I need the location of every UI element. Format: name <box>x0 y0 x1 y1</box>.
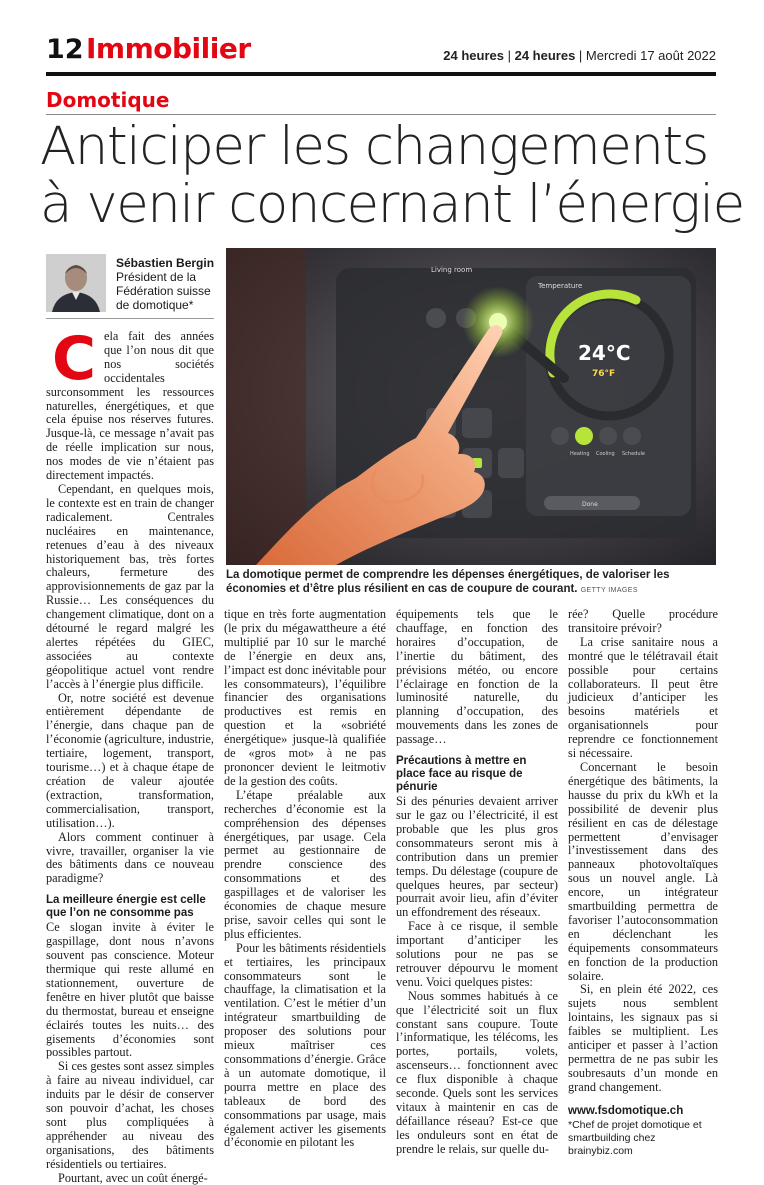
article-column-1 <box>46 324 214 1185</box>
subheading: La meilleure énergie est celle que l’on ne consomme pas <box>46 894 206 920</box>
author-rule <box>46 318 214 319</box>
ui-temp-title: Temperature <box>538 282 583 290</box>
paper-name-alt: 24 heures <box>514 48 576 63</box>
author-photo <box>46 254 106 312</box>
paragraph: Ce slogan invite à éviter le gaspillage, dont nous n’avons souvent pas conscience. Moteur thermique qui reste allumé en stationnement, ouverture de fenêtre en hiver plutôt que baisse du thermostat, bureau et enseigne éclairés toutes les nuits… des gisements d’économies sont possibles partout. <box>46 920 214 1060</box>
paragraph: tique en très forte augmentation (le prix du mégawattheure a été multiplié par 10 sur le marché de l’énergie en deux ans, l’impact est donc inévitable pour les consommateurs), l’équilibre financier des organisations productives est remis en question et la «sobriété énergétique» jusque-là qualifiée de «gros mot» à ne pas prononcer devient le leitmotiv de la gestion des coûts. <box>224 607 386 788</box>
paragraph: rée? Quelle procédure transitoire prévoir? <box>568 607 718 635</box>
article-column-3 <box>396 608 558 1157</box>
article-column-4 <box>568 608 718 1158</box>
author-footnote: *Chef de projet domotique et smartbuilding chez brainybiz.com <box>568 1118 702 1157</box>
ui-room-label: Living room <box>431 266 473 274</box>
section-title: Immobilier <box>86 32 251 65</box>
ui-temp-c: 24°C <box>578 341 631 365</box>
paragraph: La crise sanitaire nous a montré que le télétravail était possible pour certains collaborateurs. Il peut être judicieux d’anticiper les besoins matériels et organisationnels pour reprendre ce fonctionnement si nécessaire. <box>568 634 718 761</box>
paragraph: Si des pénuries devaient arriver sur le gaz ou l’électricité, il est probable que les plus gros consommateurs seront mis à contribution dans un premier temps. Du délestage (coupure de quelques heures, par secteur) pourrait avoir lieu, afin d’éviter un effondrement des réseaux. <box>396 794 558 920</box>
paragraph: Nous sommes habitués à ce que l’électricité soit un flux constant sans coupure. Toute l’informatique, les télécoms, les portes, portails, volets, ascenseurs… fonctionnent avec ce flux disponible à chaque seconde. Quels sont les services vitaux à maintenir en cas de défaillance réseau? Est-ce que les onduleurs sont en état de prendre le relais, sur quelle du- <box>396 988 558 1156</box>
author-role: Président de la Fédération suisse de domotique* <box>116 270 211 312</box>
rubric: Domotique <box>46 88 170 112</box>
ui-temp-f: 76°F <box>592 369 616 379</box>
paragraph: Pour les bâtiments résidentiels et tertiaires, les principaux consommateurs sont le chauffage, la climatisation et la ventilation. C’est le métier d’un intégrateur smartbuilding de proposer des solutions pour mieux maîtriser ces consommations d’énergie. Grâce à un automate domotique, il pourra mettre en place des tableaux de bord des consommations par usage, mais également activer les gisements d’économie en pilotant les <box>224 940 386 1150</box>
paragraph: Alors comment continuer à vivre, travailler, organiser la vie des bâtiments dans ce nouveau paradigme? <box>46 829 214 886</box>
paragraph: Pourtant, avec un coût énergé- <box>58 1170 208 1185</box>
photo-caption <box>226 568 718 598</box>
issue-date: Mercredi 17 août 2022 <box>585 48 716 63</box>
ui-cooling: Cooling <box>596 451 615 457</box>
caption-text: La domotique permet de comprendre les dépenses énergétiques, de valoriser les économies et d’être plus résilient en cas de coupure de courant. <box>226 569 670 595</box>
author-name: Sébastien Bergin <box>116 256 215 270</box>
headline-line-2: à venir concernant l’énergie <box>40 174 744 235</box>
paragraph: Si, en plein été 2022, ces sujets nous semblent lointains, les signaux pas si faibles se multiplient. Les anticiper et passer à l’action permettra de ne pas subir les soubresauts d’un monde en grand changement. <box>568 982 718 1094</box>
header-rule <box>46 72 716 76</box>
paragraph: L’étape préalable aux recherches d’économie est la compréhension des dépenses énergétiques, par usage. Cela permet au gestionnaire de prendre conscience des consommations et des gaspillages et de valoriser les économies de chaque mesure prise, savoir celles qui sont le plus efficientes. <box>224 787 386 941</box>
paragraph: Or, notre société est devenue entièrement dépendante de l’énergie, dans chaque pan de l’économie (agriculture, industrie, tertiaire, logement, transport, tourisme…) et à chaque étape de création de valeur ajoutée (extraction, transformation, commercialisation, transport, utilisation…). <box>46 690 214 830</box>
paragraph: Cependant, en quelques mois, le contexte est en train de changer radicalement. Centrales nucléaires en maintenance, retenues d’eau à des niveaux historiquement bas, très fortes chaleurs, fermeture des approvisionnements de gaz par la Russie… Les conséquences du changement climatique, dont on a détourné le regard malgré les alertes répétées du GIEC, associées au contexte géopolitique actuel vont rendre l’accès à l’énergie plus difficile. <box>46 481 214 691</box>
paragraph: Face à ce risque, il semble important d’anticiper les solutions pour ne pas se retrouver dépourvu le moment venu. Voici quelques pistes: <box>396 919 558 989</box>
headline <box>40 116 744 235</box>
page-number: 12 <box>46 34 84 65</box>
paper-name: 24 heures <box>443 48 504 63</box>
paragraph: Si ces gestes sont assez simples à faire au niveau individuel, car induits par le désir de conserver son pouvoir d’achat, les choses sont plus compliquées à appréhender au niveau des organisations, des bâtiments résidentiels ou tertiaires. <box>46 1059 214 1171</box>
headline-line-1: Anticiper les changements <box>40 116 708 177</box>
photo-credit: GETTY IMAGES <box>580 587 638 594</box>
paragraph: ela fait des années que l’on nous dit que nos sociétés occidentales surconsomment les ressources naturelles, énergétiques, et que cela épuise nos réserves futures. Jusque-là, ce message n’avait pas de réelle implication sur nous, nos modes de vie n’étaient pas directement impactés. <box>46 329 214 483</box>
ui-heating: Heating <box>570 451 590 457</box>
ui-done: Done <box>582 501 598 508</box>
article-photo <box>226 248 716 565</box>
rubric-rule <box>46 114 716 115</box>
article-column-2 <box>224 608 386 1150</box>
subheading: Précautions à mettre en place face au risque de pénurie <box>396 755 527 794</box>
masthead-info: 24 heures | 24 heures | Mercredi 17 août 2022 <box>443 48 716 63</box>
dropcap: C <box>52 324 97 394</box>
paragraph: équipements tels que le chauffage, en fonction des horaires d’occupation, de l’inertie du bâtiment, des prévisions météo, ou encore l’éclairage en fonction de la luminosité naturelle, du planning d’occupation, des mouvements dans les zones de passage… <box>396 607 558 747</box>
website-link[interactable]: www.fsdomotique.ch <box>568 1104 684 1117</box>
paragraph: Concernant le besoin énergétique des bâtiments, la hausse du prix du kWh et la possibilité de devenir plus résilient en cas de délestage permettent d’envisager l’investissement dans des panneaux photovoltaïques sous un nouvel angle. Là encore, un intégrateur smartbuilding permettra de favoriser l’autoconsommation en déclenchant les équipements consommateurs en fonction de la production solaire. <box>568 759 718 983</box>
ui-schedule: Schedule <box>622 451 645 457</box>
